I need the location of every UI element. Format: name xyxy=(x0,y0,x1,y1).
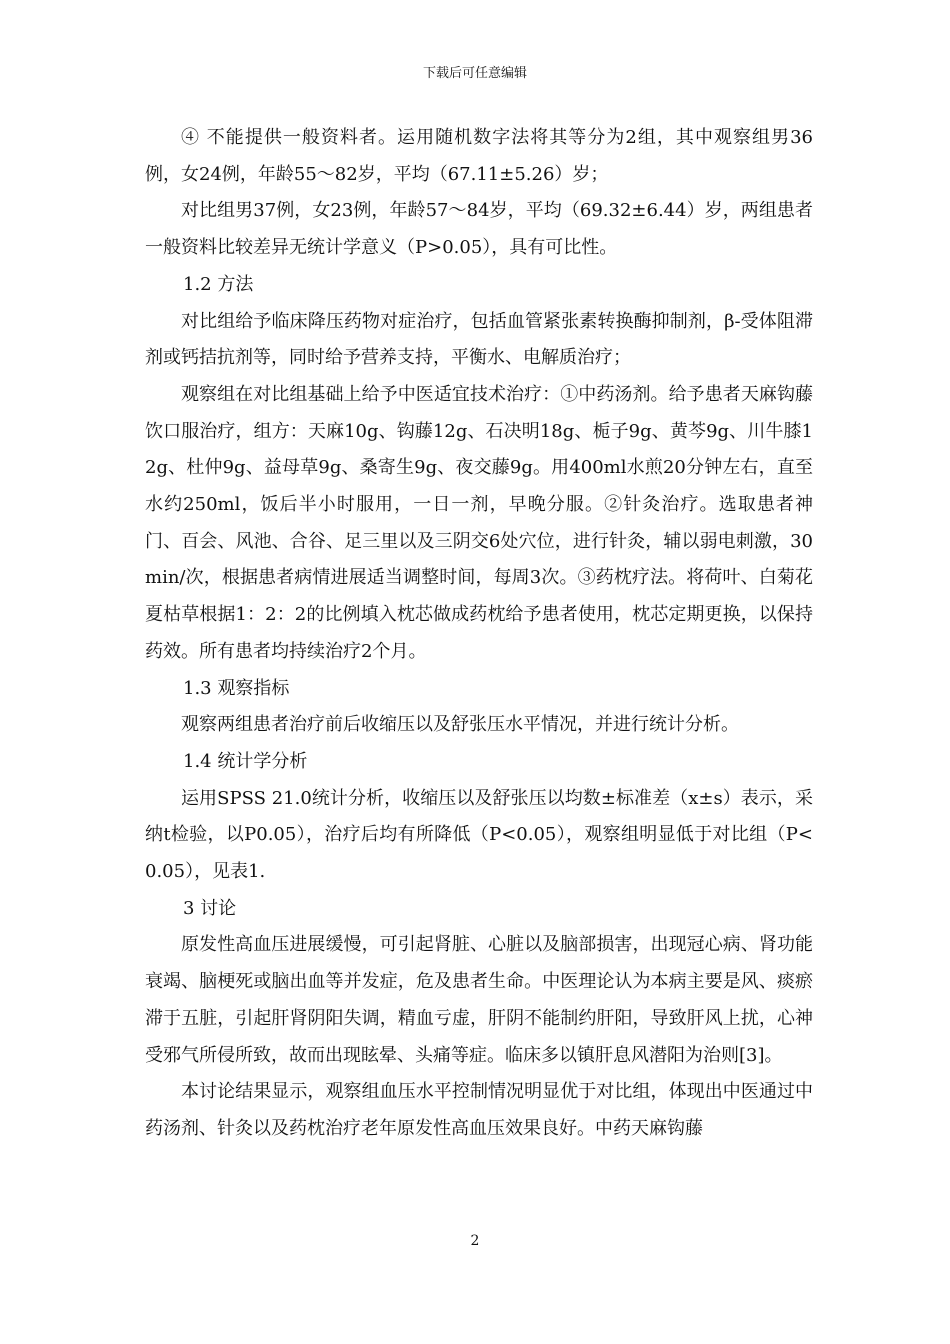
section-heading-statistics: 1.4 统计学分析 xyxy=(183,750,308,772)
section-heading-discussion: 3 讨论 xyxy=(183,897,237,919)
document-body xyxy=(145,120,813,1148)
section-heading-methods: 1.2 方法 xyxy=(183,273,254,295)
section-heading-indicators: 1.3 观察指标 xyxy=(183,677,290,699)
paragraph-control-treatment: 对比组给予临床降压药物对症治疗，包括血管紧张素转换酶抑制剂，β-受体阻滞剂或钙拮抗剂等，同时给予营养支持，平衡水、电解质治疗； xyxy=(145,310,813,369)
paragraph-discussion-background: 原发性高血压进展缓慢，可引起肾脏、心脏以及脑部损害，出现冠心病、肾功能衰竭、脑梗死或脑出血等并发症，危及患者生命。中医理论认为本病主要是风、痰瘀滞于五脏，引起肝肾阴阳失调，精血亏虚，肝阴不能制约肝阳，导致肝风上扰，心神受邪气所侵所致，故而出现眩晕、头痛等症。临床多以镇肝息风潜阳为治则[3]。 xyxy=(145,934,813,1066)
page-header: 下载后可任意编辑 xyxy=(422,66,527,81)
page-number: 2 xyxy=(470,1233,480,1249)
paragraph-indicators: 观察两组患者治疗前后收缩压以及舒张压水平情况，并进行统计分析。 xyxy=(181,714,739,736)
paragraph-exclusion-criteria: ④ 不能提供一般资料者。运用随机数字法将其等分为2组，其中观察组男36例，女24例，年龄55～82岁，平均（67.11±5.26）岁； xyxy=(145,127,813,185)
paragraph-control-group: 对比组男37例，女23例，年龄57～84岁，平均（69.32±6.44）岁，两组患者一般资料比较差异无统计学意义（P>0.05），具有可比性。 xyxy=(145,200,813,259)
paragraph-statistics: 运用SPSS 21.0统计分析，收缩压以及舒张压以均数±标准差（x±s）表示，采纳t检验，以P0.05），治疗后均有所降低（P<0.05），观察组明显低于对比组（P<0.05），见表1. xyxy=(145,787,813,883)
paragraph-observation-treatment: 观察组在对比组基础上给予中医适宜技术治疗：①中药汤剂。给予患者天麻钩藤饮口服治疗，组方：天麻10g、钩藤12g、石决明18g、栀子9g、黄芩9g、川牛膝12g、杜仲9g、益母草9g、桑寄生9g、夜交藤9g。用400ml水煎20分钟左右，直至水约250ml，饭后半小时服用，一日一剂，早晚分服。②针灸治疗。选取患者神门、百会、风池、合谷、足三里以及三阴交6处穴位，进行针灸，辅以弱电刺激，30min/次，根据患者病情进展适当调整时间，每周3次。③药枕疗法。将荷叶、白菊花夏枯草根据1：2：2的比例填入枕芯做成药枕给予患者使用，枕芯定期更换，以保持药效。所有患者均持续治疗2个月。 xyxy=(145,383,813,662)
paragraph-discussion-results: 本讨论结果显示，观察组血压水平控制情况明显优于对比组，体现出中医通过中药汤剂、针灸以及药枕治疗老年原发性高血压效果良好。中药天麻钩藤 xyxy=(145,1081,813,1139)
